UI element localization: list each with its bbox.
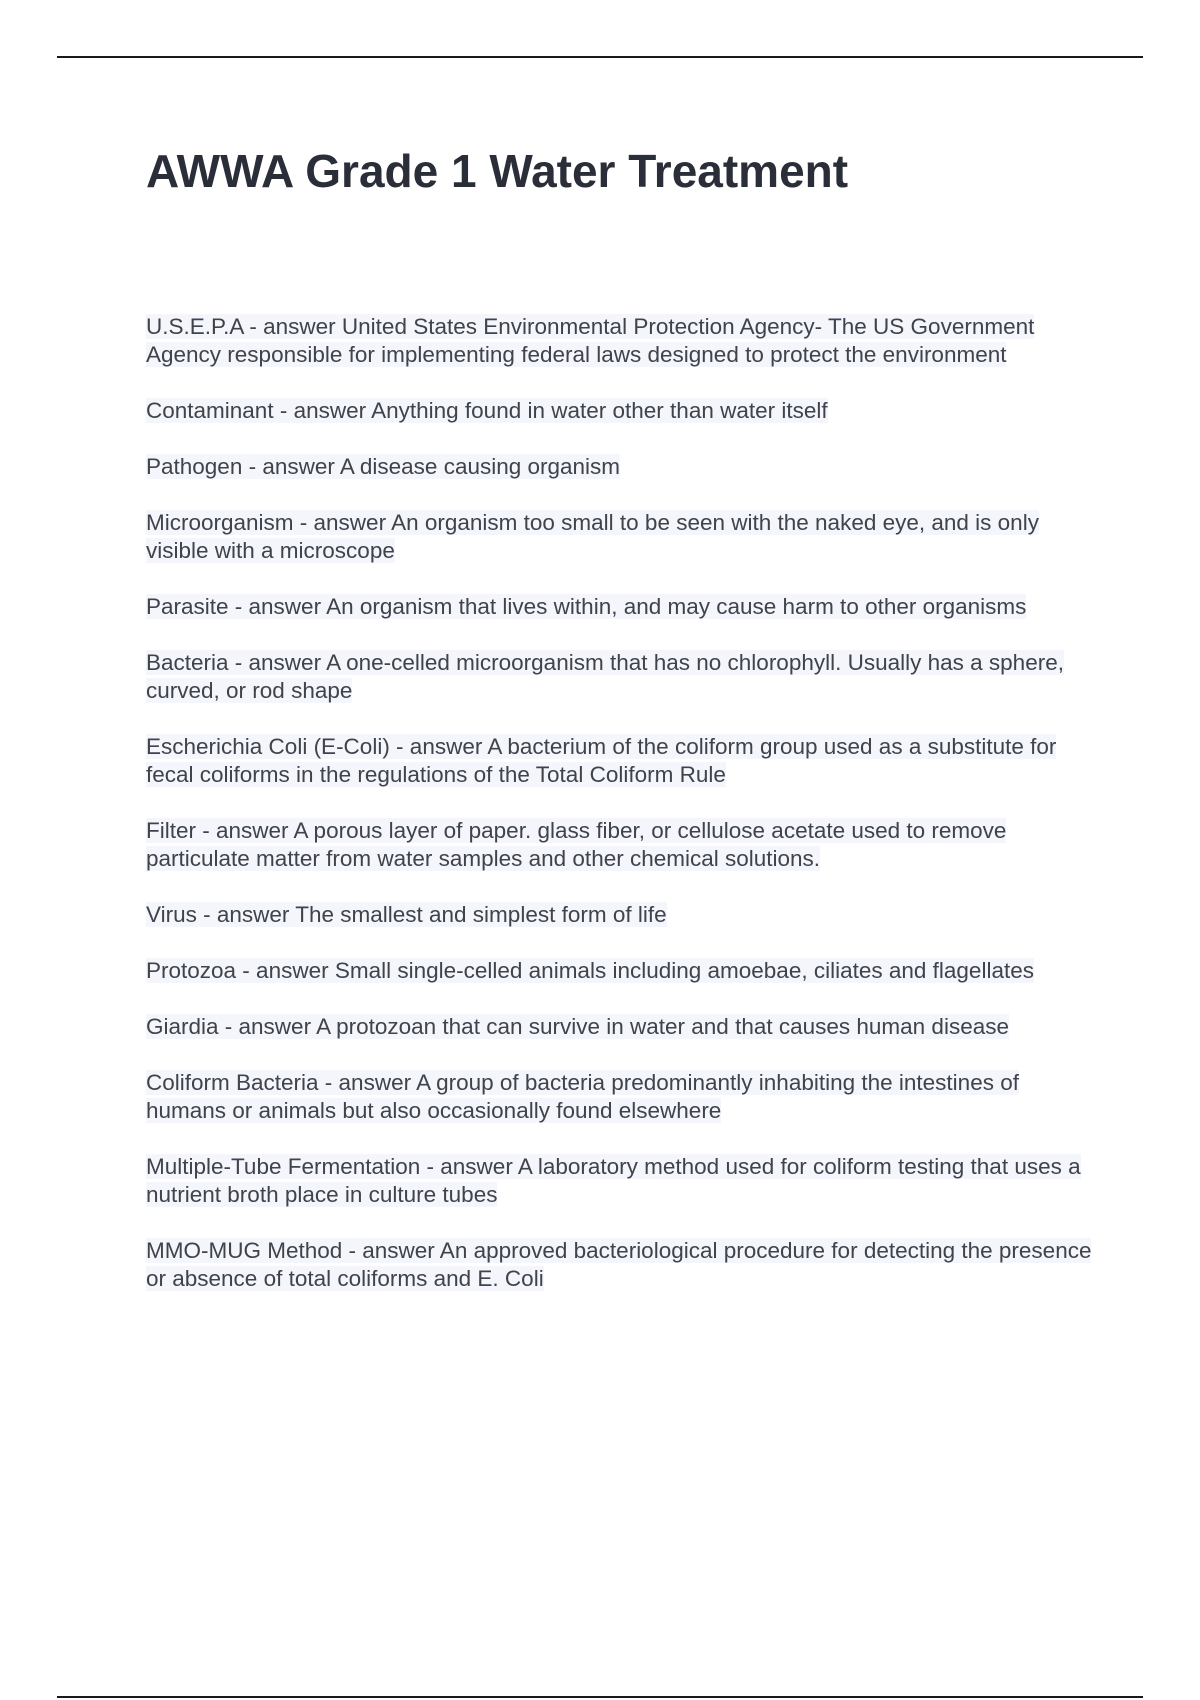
footer-rule bbox=[57, 1696, 1143, 1698]
entry-coliform-bacteria bbox=[146, 1069, 1096, 1125]
entry-parasite bbox=[146, 593, 1096, 621]
entry-bacteria bbox=[146, 649, 1096, 705]
entry-mmo-mug-method bbox=[146, 1237, 1096, 1293]
entry-text: Microorganism - answer An organism too small to be seen with the naked eye, and is only visible with a microscope bbox=[146, 510, 1039, 563]
entry-text: MMO-MUG Method - answer An approved bacteriological procedure for detecting the presence or absence of total coliforms and E. Coli bbox=[146, 1238, 1092, 1291]
entry-text: Protozoa - answer Small single-celled animals including amoebae, ciliates and flagellates bbox=[146, 958, 1034, 983]
header-rule bbox=[57, 56, 1143, 58]
entry-text: Bacteria - answer A one-celled microorganism that has no chlorophyll. Usually has a sphere, curved, or rod shape bbox=[146, 650, 1064, 703]
document-title: AWWA Grade 1 Water Treatment bbox=[146, 145, 849, 197]
entry-text: Giardia - answer A protozoan that can survive in water and that causes human disease bbox=[146, 1014, 1009, 1039]
entry-usepa bbox=[146, 313, 1096, 369]
entry-text: Pathogen - answer A disease causing organism bbox=[146, 454, 621, 479]
entry-microorganism bbox=[146, 509, 1096, 565]
entry-text: Coliform Bacteria - answer A group of bacteria predominantly inhabiting the intestines of humans or animals but also occasionally found elsewhere bbox=[146, 1070, 1019, 1123]
entry-protozoa bbox=[146, 957, 1096, 985]
entry-text: Parasite - answer An organism that lives within, and may cause harm to other organisms bbox=[146, 594, 1027, 619]
entry-text: Virus - answer The smallest and simplest form of life bbox=[146, 902, 667, 927]
entry-e-coli bbox=[146, 733, 1096, 789]
entry-text: U.S.E.P.A - answer United States Environmental Protection Agency- The US Government Agency responsible for implementing federal laws designed to protect the environment bbox=[146, 314, 1035, 367]
entry-contaminant bbox=[146, 397, 1096, 425]
entry-multiple-tube-fermentation bbox=[146, 1153, 1096, 1209]
entry-pathogen bbox=[146, 453, 1096, 481]
entry-filter bbox=[146, 817, 1096, 873]
entry-virus bbox=[146, 901, 1096, 929]
entry-giardia bbox=[146, 1013, 1096, 1041]
entry-text: Escherichia Coli (E-Coli) - answer A bacterium of the coliform group used as a substitute for fecal coliforms in the regulations of the Total Coliform Rule bbox=[146, 734, 1057, 787]
entry-text: Filter - answer A porous layer of paper. glass fiber, or cellulose acetate used to remove particulate matter from water samples and other chemical solutions. bbox=[146, 818, 1007, 871]
entry-text: Multiple-Tube Fermentation - answer A laboratory method used for coliform testing that uses a nutrient broth place in culture tubes bbox=[146, 1154, 1081, 1207]
entry-list bbox=[146, 313, 1096, 1321]
entry-text: Contaminant - answer Anything found in water other than water itself bbox=[146, 398, 828, 423]
